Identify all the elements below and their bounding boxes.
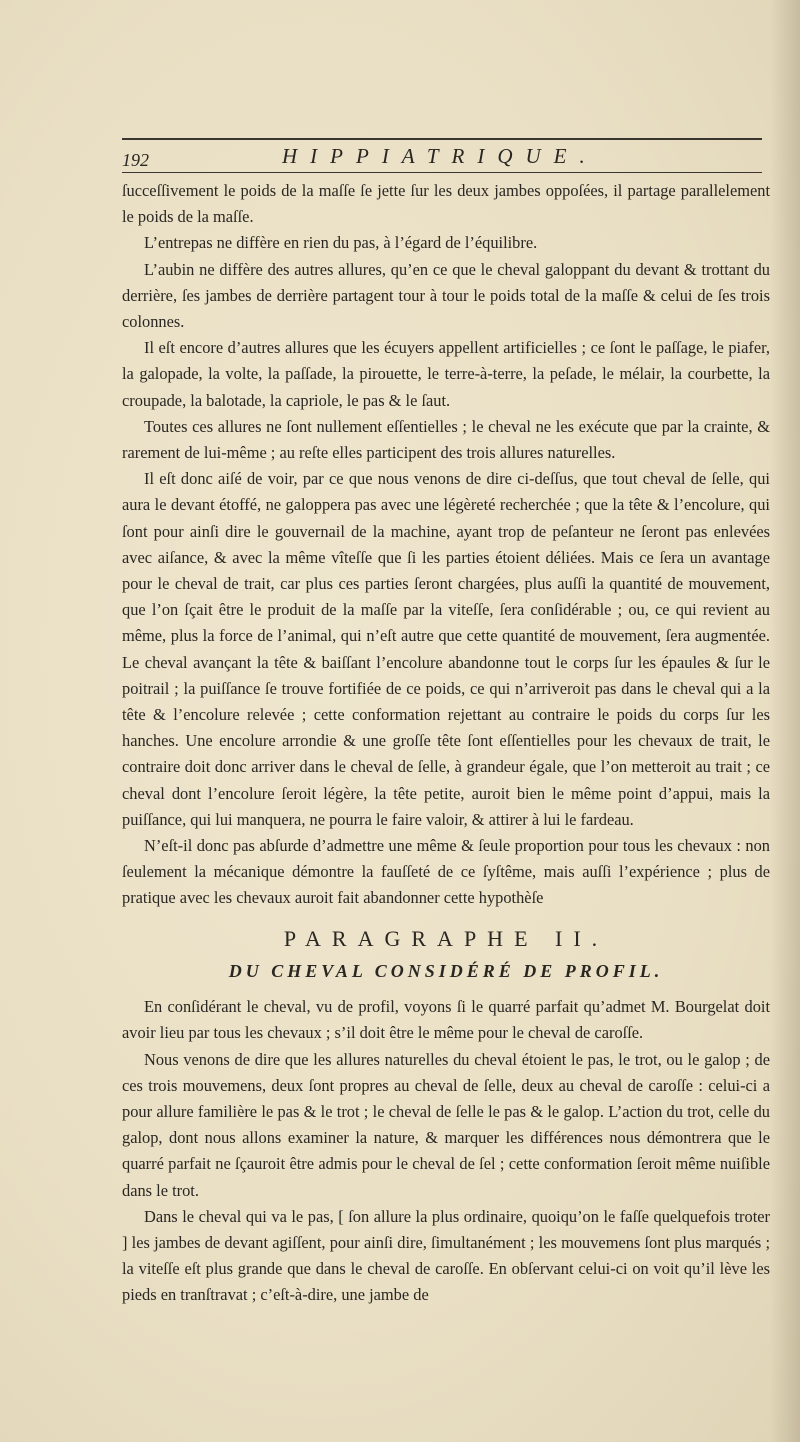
section-subheading: DU CHEVAL CONSIDÉRÉ DE PROFIL. <box>228 960 664 981</box>
header-rule-bottom <box>122 172 762 173</box>
paragraph: N’eſt-il donc pas abſurde d’admettre une même & ſeule proportion pour tous les chevaux : non ſeulement la mécanique démontre la fauſſeté de ce ſyſtême, mais auſſi l’expérience ; plus de pratique avec les chevaux auroit fait abandonner cette hypothèſe <box>122 836 770 908</box>
header-rule-top <box>122 138 762 140</box>
paragraph: Dans le cheval qui va le pas, [ ſon allure la plus ordinaire, quoiqu’on le faſſe quelquefois troter ] les jambes de devant agiſſent, pour ainſi dire, ſimultanément ; les mouvemens ſont plus marqués ; la viteſſe eſt plus grande que dans le cheval de caroſſe. En obſervant celui-ci on voit qu’il lève les pieds en tranſtravat ; c’eſt-à-dire, une jambe de <box>122 1206 770 1305</box>
section-heading: PARAGRAPHE II. <box>283 925 609 951</box>
body-text <box>122 178 770 1309</box>
paragraph: ſucceſſivement le poids de la maſſe ſe jette ſur les deux jambes oppoſées, il partage parallelement le poids de la maſſe. <box>122 181 770 227</box>
paragraph: Nous venons de dire que les allures naturelles du cheval étoient le pas, le trot, ou le galop ; de ces trois mouvemens, deux ſont propres au cheval de ſelle, deux au cheval de caroſſe : celui-ci a pour allure familière le pas & le trot ; le cheval de ſelle le pas & le galop. L’action du trot, celle du galop, dont nous allons examiner la nature, & marquer les différences nous démontrera que le quarré parfait ne ſçauroit être admis pour le cheval de ſel ; cette conformation ſeroit même nuiſible dans le trot. <box>122 1049 770 1200</box>
page-edge-shadow <box>770 0 800 1442</box>
paragraph: Toutes ces allures ne ſont nullement eſſentielles ; le cheval ne les exécute que par la crainte, & rarement de lui-même ; au reſte elles participent des trois allures naturelles. <box>122 416 770 463</box>
page-header <box>122 138 770 174</box>
paragraph: Il eſt donc aiſé de voir, par ce que nous venons de dire ci-deſſus, que tout cheval de ſelle, qui aura le devant étoffé, ne galoppera pas avec une légèreté recherchée ; que la tête & l’encolure, qui ſont pour ainſi dire le gouvernail de la machine, ayant trop de peſanteur ne ſeront pas enlevées avec aiſance, & avec la même vîteſſe que ſi les parties étoient déliées. Mais ce ſera un avantage pour le cheval de trait, car plus ces parties ſeront chargées, plus auſſi la quantité de mouvement, que l’on ſçait être le produit de la maſſe par la viteſſe, ſera conſidérable ; ou, ce qui revient au même, plus la force de l’animal, qui n’eſt autre que cette quantité de mouvement, ſera augmentée. Le cheval avançant la tête & baiſſant l’encolure abandonne tout le corps ſur les épaules & ſur le poitrail ; la puiſſance ſe trouve fortifiée de ce poids, ce qui n’arriveroit pas dans le cheval qui a la tête & l’encolure relevée ; cette conformation rejettant au contraire le poids du corps ſur les hanches. Une encolure arrondie & une groſſe tête ſont eſſentielles pour les chevaux de trait, le contraire doit donc arriver dans le cheval de ſelle, à grandeur égale, que l’on metteroit au trait ; ce cheval dont l’encolure ſeroit légère, la tête petite, auroit bien le même point d’appui, mais la puiſſance, qui lui manquera, ne pourra le faire valoir, & attirer à lui le fardeau. <box>122 469 770 829</box>
page-number: 192 <box>122 150 149 170</box>
paragraph: En conſidérant le cheval, vu de profil, voyons ſi le quarré parfait qu’admet M. Bourgelat doit avoir lieu par tous les chevaux ; s’il doit être le même pour le cheval de caroſſe. <box>122 997 770 1043</box>
running-title: HIPPIATRIQUE. <box>282 144 598 168</box>
paragraph: L’aubin ne diffère des autres allures, qu’en ce que le cheval galoppant du devant & trottant du derrière, ſes jambes de derrière partagent tour à tour le poids total de la maſſe & celui de ſes trois colonnes. <box>122 259 770 332</box>
paragraph: Il eſt encore d’autres allures que les écuyers appellent artificielles ; ce ſont le paſſage, le piafer, la galopade, la volte, la paſſade, la pirouette, le terre-à-terre, la peſade, le mélair, la courbette, la croupade, la balotade, la capriole, le pas & le ſaut. <box>122 338 770 410</box>
paragraph: L’entrepas ne diffère en rien du pas, à l’égard de l’équilibre. <box>144 233 538 253</box>
